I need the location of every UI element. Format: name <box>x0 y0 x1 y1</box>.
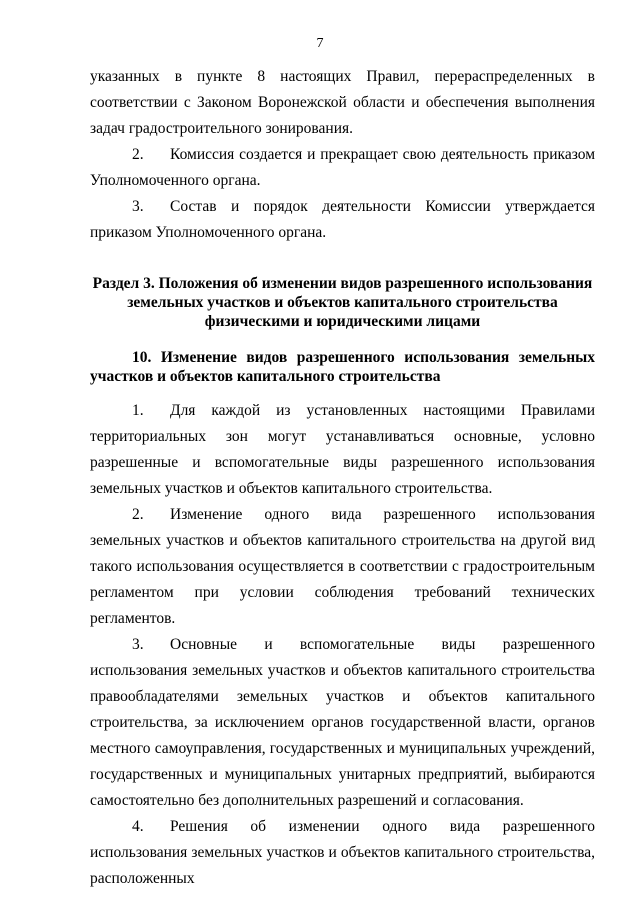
list-item <box>90 398 595 502</box>
subsection-heading: 10. Изменение видов разрешенного использования земельных участков и объектов капитального строительства <box>90 349 595 385</box>
item-text: Основные и вспомогательные виды разрешенного использования земельных участков и объектов капитального строительства правообладателями земельных участков и объектов капитального строительства, за исключением органов государственной власти, органов местного самоуправления, государственных и муниципальных учреждений, государственных и муниципальных унитарных предприятий, выбираются самостоятельно без дополнительных разрешений и согласования. <box>90 636 595 809</box>
item-text: Для каждой из установленных настоящими Правилами территориальных зон могут устанавливаться основные, условно разрешенные и вспомогательные виды разрешенного использования земельных участков и объектов капитального строительства. <box>90 402 595 497</box>
list-item <box>90 194 595 246</box>
item-number: 2. <box>132 146 144 163</box>
item-number: 3. <box>132 636 144 653</box>
intro-paragraph: указанных в пункте 8 настоящих Правил, перераспределенных в соответствии с Законом Воронежской области и обеспечения выполнения задач градостроительного зонирования. <box>90 68 595 137</box>
item-number: 1. <box>132 402 144 419</box>
item-text: Решения об изменении одного вида разрешенного использования земельных участков и объектов капитального строительства, расположенных <box>90 818 595 887</box>
page-number: 7 <box>316 36 324 51</box>
list-item <box>90 814 595 892</box>
section-heading: Раздел 3. Положения об изменении видов разрешенного использования земельных участков и объектов капитального строительства физическими и юридическими лицами <box>92 275 593 330</box>
list-item <box>90 502 595 632</box>
item-text: Состав и порядок деятельности Комиссии утверждается приказом Уполномоченного органа. <box>90 198 595 241</box>
item-number: 4. <box>132 818 144 835</box>
document-body <box>90 64 595 892</box>
item-text: Изменение одного вида разрешенного использования земельных участков и объектов капитального строительства на другой вид такого использования осуществляется в соответствии с градостроительным регламентом при условии соблюдения требований технических регламентов. <box>90 506 595 627</box>
list-item <box>90 142 595 194</box>
item-text: Комиссия создается и прекращает свою деятельность приказом Уполномоченного органа. <box>90 146 595 189</box>
item-number: 2. <box>132 506 144 523</box>
list-item <box>90 632 595 814</box>
item-number: 3. <box>132 198 144 215</box>
